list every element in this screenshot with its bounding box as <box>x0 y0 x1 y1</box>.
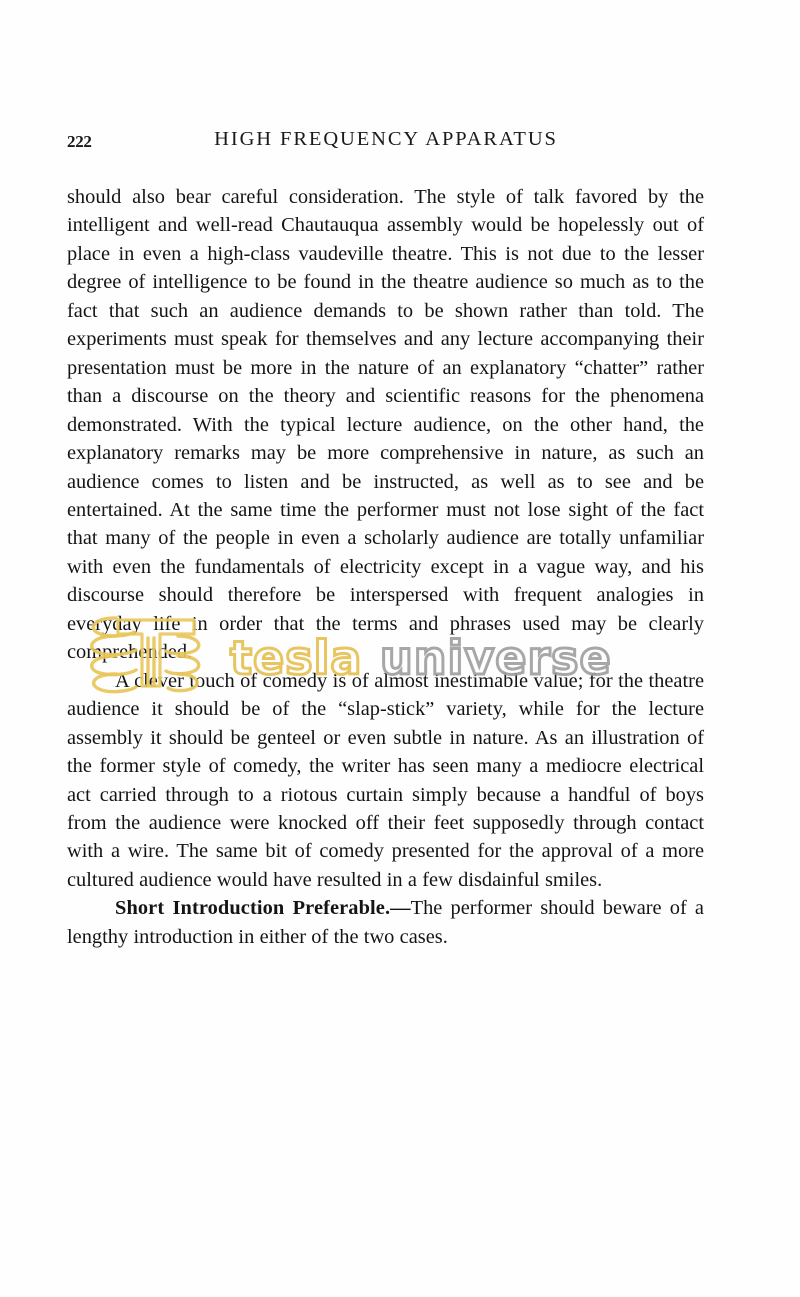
page-title: HIGH FREQUENCY APPARATUS <box>214 128 558 150</box>
paragraph-1: should also bear careful consideration. The style of talk favored by the intelligent and well-read Chautauqua assembly would be hopelessly out of place in even a high-class vaudeville theatre. This is not due to the lesser degree of intelligence to be found in the theatre audience so much as to the fact that such an audience demands to be shown rather than told. The experiments must speak for themselves and any lecture accompanying their presentation must be more in the nature of an explanatory “chatter” rather than a discourse on the theory and scientific reasons for the phenomena demonstrated. With the typical lecture audience, on the other hand, the explanatory remarks may be more comprehensive in nature, as such an audience comes to listen and be instructed, as well as to see and be entertained. At the same time the performer must not lose sight of the fact that many of the people in even a scholarly audience are totally unfamiliar with even the fundamentals of electricity except in a vague way, and his discourse should therefore be interspersed with frequent analogies in everyday life in order that the terms and phrases used may be clearly comprehended. <box>67 186 704 664</box>
running-head <box>67 128 705 158</box>
watermark-word-universe: universe <box>380 631 612 685</box>
paragraph-3 <box>67 894 704 951</box>
paragraph-3-text: The performer should beware of a lengthy introduction in either of the two cases. <box>67 897 704 948</box>
run-in-heading: Short Introduction Preferable.— <box>115 897 411 920</box>
text-block <box>67 183 704 951</box>
page-number: 222 <box>67 132 92 151</box>
watermark-word-tesla: tesla <box>230 631 363 685</box>
paragraph-2: A clever touch of comedy is of almost inestimable value; for the theatre audience it should be of the “slap-stick” variety, while for the lecture assembly it should be genteel or even subtle in nature. As an illustration of the former style of comedy, the writer has seen many a mediocre electrical act carried through to a riotous curtain simply because a handful of boys from the audience were knocked off their feet supposedly through contact with a wire. The same bit of comedy presented for the approval of a more cultured audience would have resulted in a few disdainful smiles. <box>67 669 704 891</box>
